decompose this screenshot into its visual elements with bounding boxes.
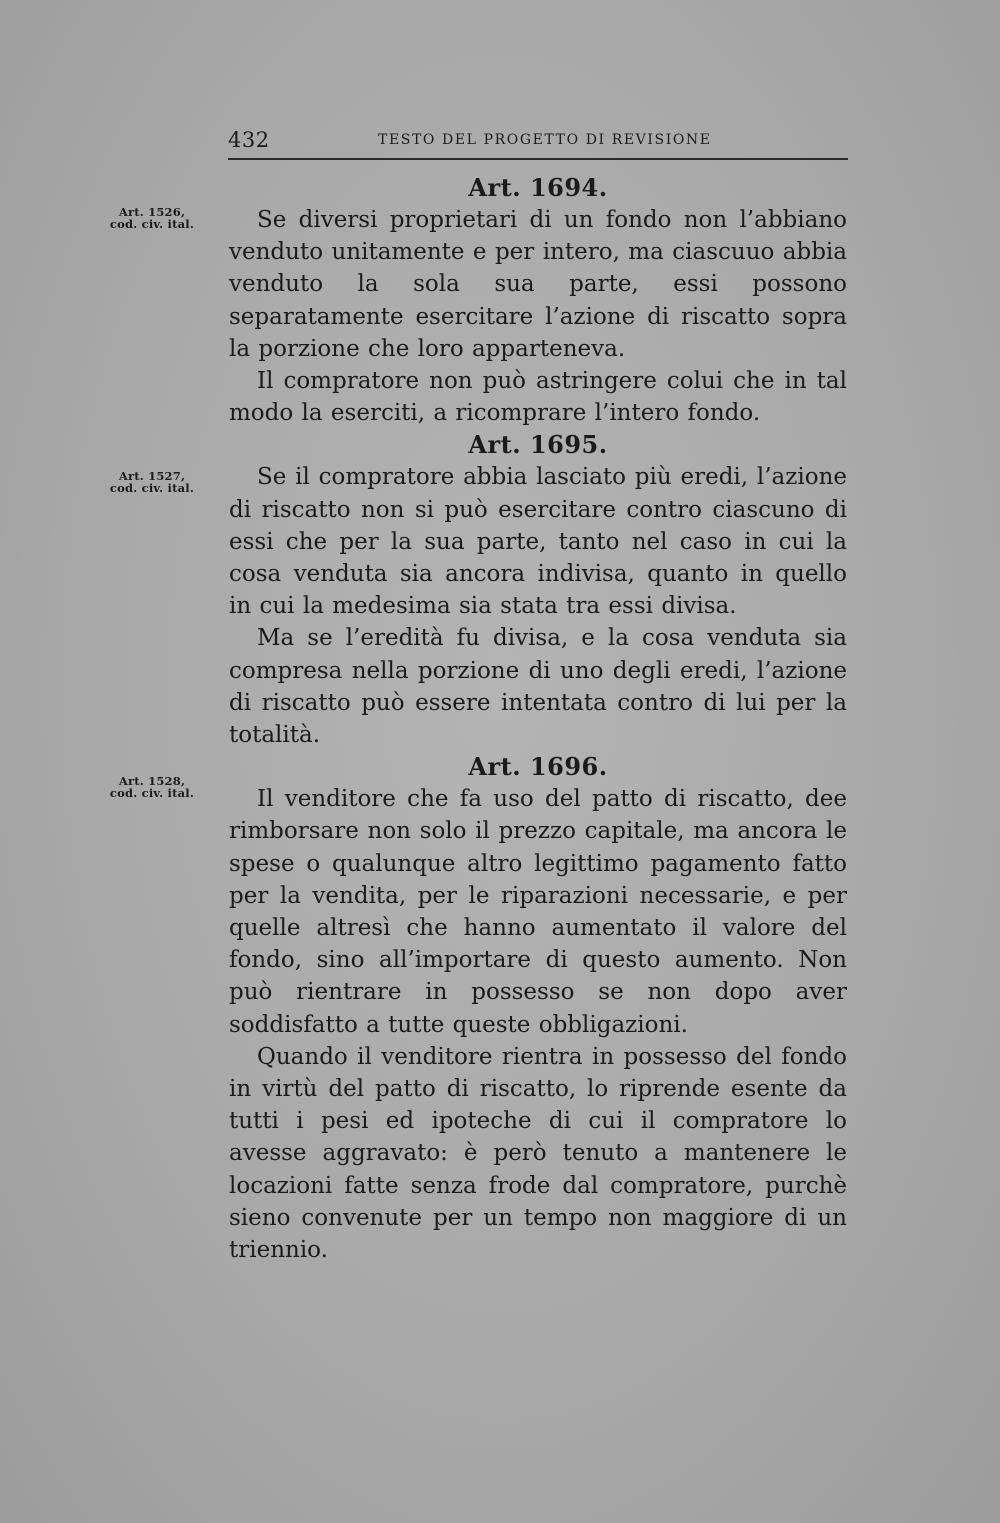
article-heading: Art. 1696.	[468, 752, 608, 782]
margin-note-line: cod. civ. ital.	[109, 481, 195, 495]
margin-note-line: cod. civ. ital.	[109, 217, 195, 231]
article-heading: Art. 1694.	[468, 173, 608, 202]
margin-note-line: Art. 1528,	[118, 774, 186, 788]
article-paragraph: Se il compratore abbia lasciato più eredi, l’azione di riscatto non si può esercitare contro ciascuno di essi che per la sua parte, tanto nel caso in cui la cosa venduta sia ancora indivisa, quanto in quello in cui la medesima sia stata tra essi divisa.	[229, 464, 847, 620]
margin-note-line: Art. 1527,	[118, 469, 186, 483]
page-number: 432	[228, 128, 270, 152]
margin-note-art-1528	[96, 775, 208, 799]
article-paragraph: Ma se l’eredità fu divisa, e la cosa venduta sia compresa nella porzione di uno degli eredi, l’azione di riscatto può essere intentata contro di lui per la totalità.	[229, 625, 847, 749]
article-paragraph: Il venditore che fa uso del patto di riscatto, dee rimborsare non solo il prezzo capitale, ma ancora le spese o qualunque altro legittimo pagamento fatto per la vendita, per le riparazioni necessarie, e per quelle altresì che hanno aumentato il valore del fondo, sino all’importare di questo aumento. Non può rientrare in possesso se non dopo aver soddisfatto a tutte queste obbligazioni.	[229, 786, 847, 1038]
margin-note-art-1526	[96, 206, 208, 230]
body-text	[229, 172, 847, 1266]
article-paragraph: Quando il venditore rientra in possesso del fondo in virtù del patto di riscatto, lo riprende esente da tutti i pesi ed ipoteche di cui il compratore lo avesse aggravato: è però tenuto a mantenere le locazioni fatte senza frode dal compratore, purchè sieno convenute per un tempo non maggiore di un triennio.	[229, 1043, 847, 1264]
running-title: TESTO DEL PROGETTO DI REVISIONE	[378, 132, 712, 148]
margin-note-line: cod. civ. ital.	[109, 786, 195, 800]
margin-note-art-1527	[96, 470, 208, 494]
margin-note-line: Art. 1526,	[118, 205, 186, 219]
running-header	[228, 128, 848, 160]
article-paragraph: Il compratore non può astringere colui che in tal modo la eserciti, a ricomprare l’intero fondo.	[229, 368, 847, 427]
article-paragraph: Se diversi proprietari di un fondo non l’abbiano venduto unitamente e per intero, ma ciascuuo abbia venduto la sola sua parte, essi possono separatamente esercitare l’azione di riscatto sopra la porzione che loro apparteneva.	[229, 207, 847, 362]
article-heading: Art. 1695.	[468, 430, 608, 460]
